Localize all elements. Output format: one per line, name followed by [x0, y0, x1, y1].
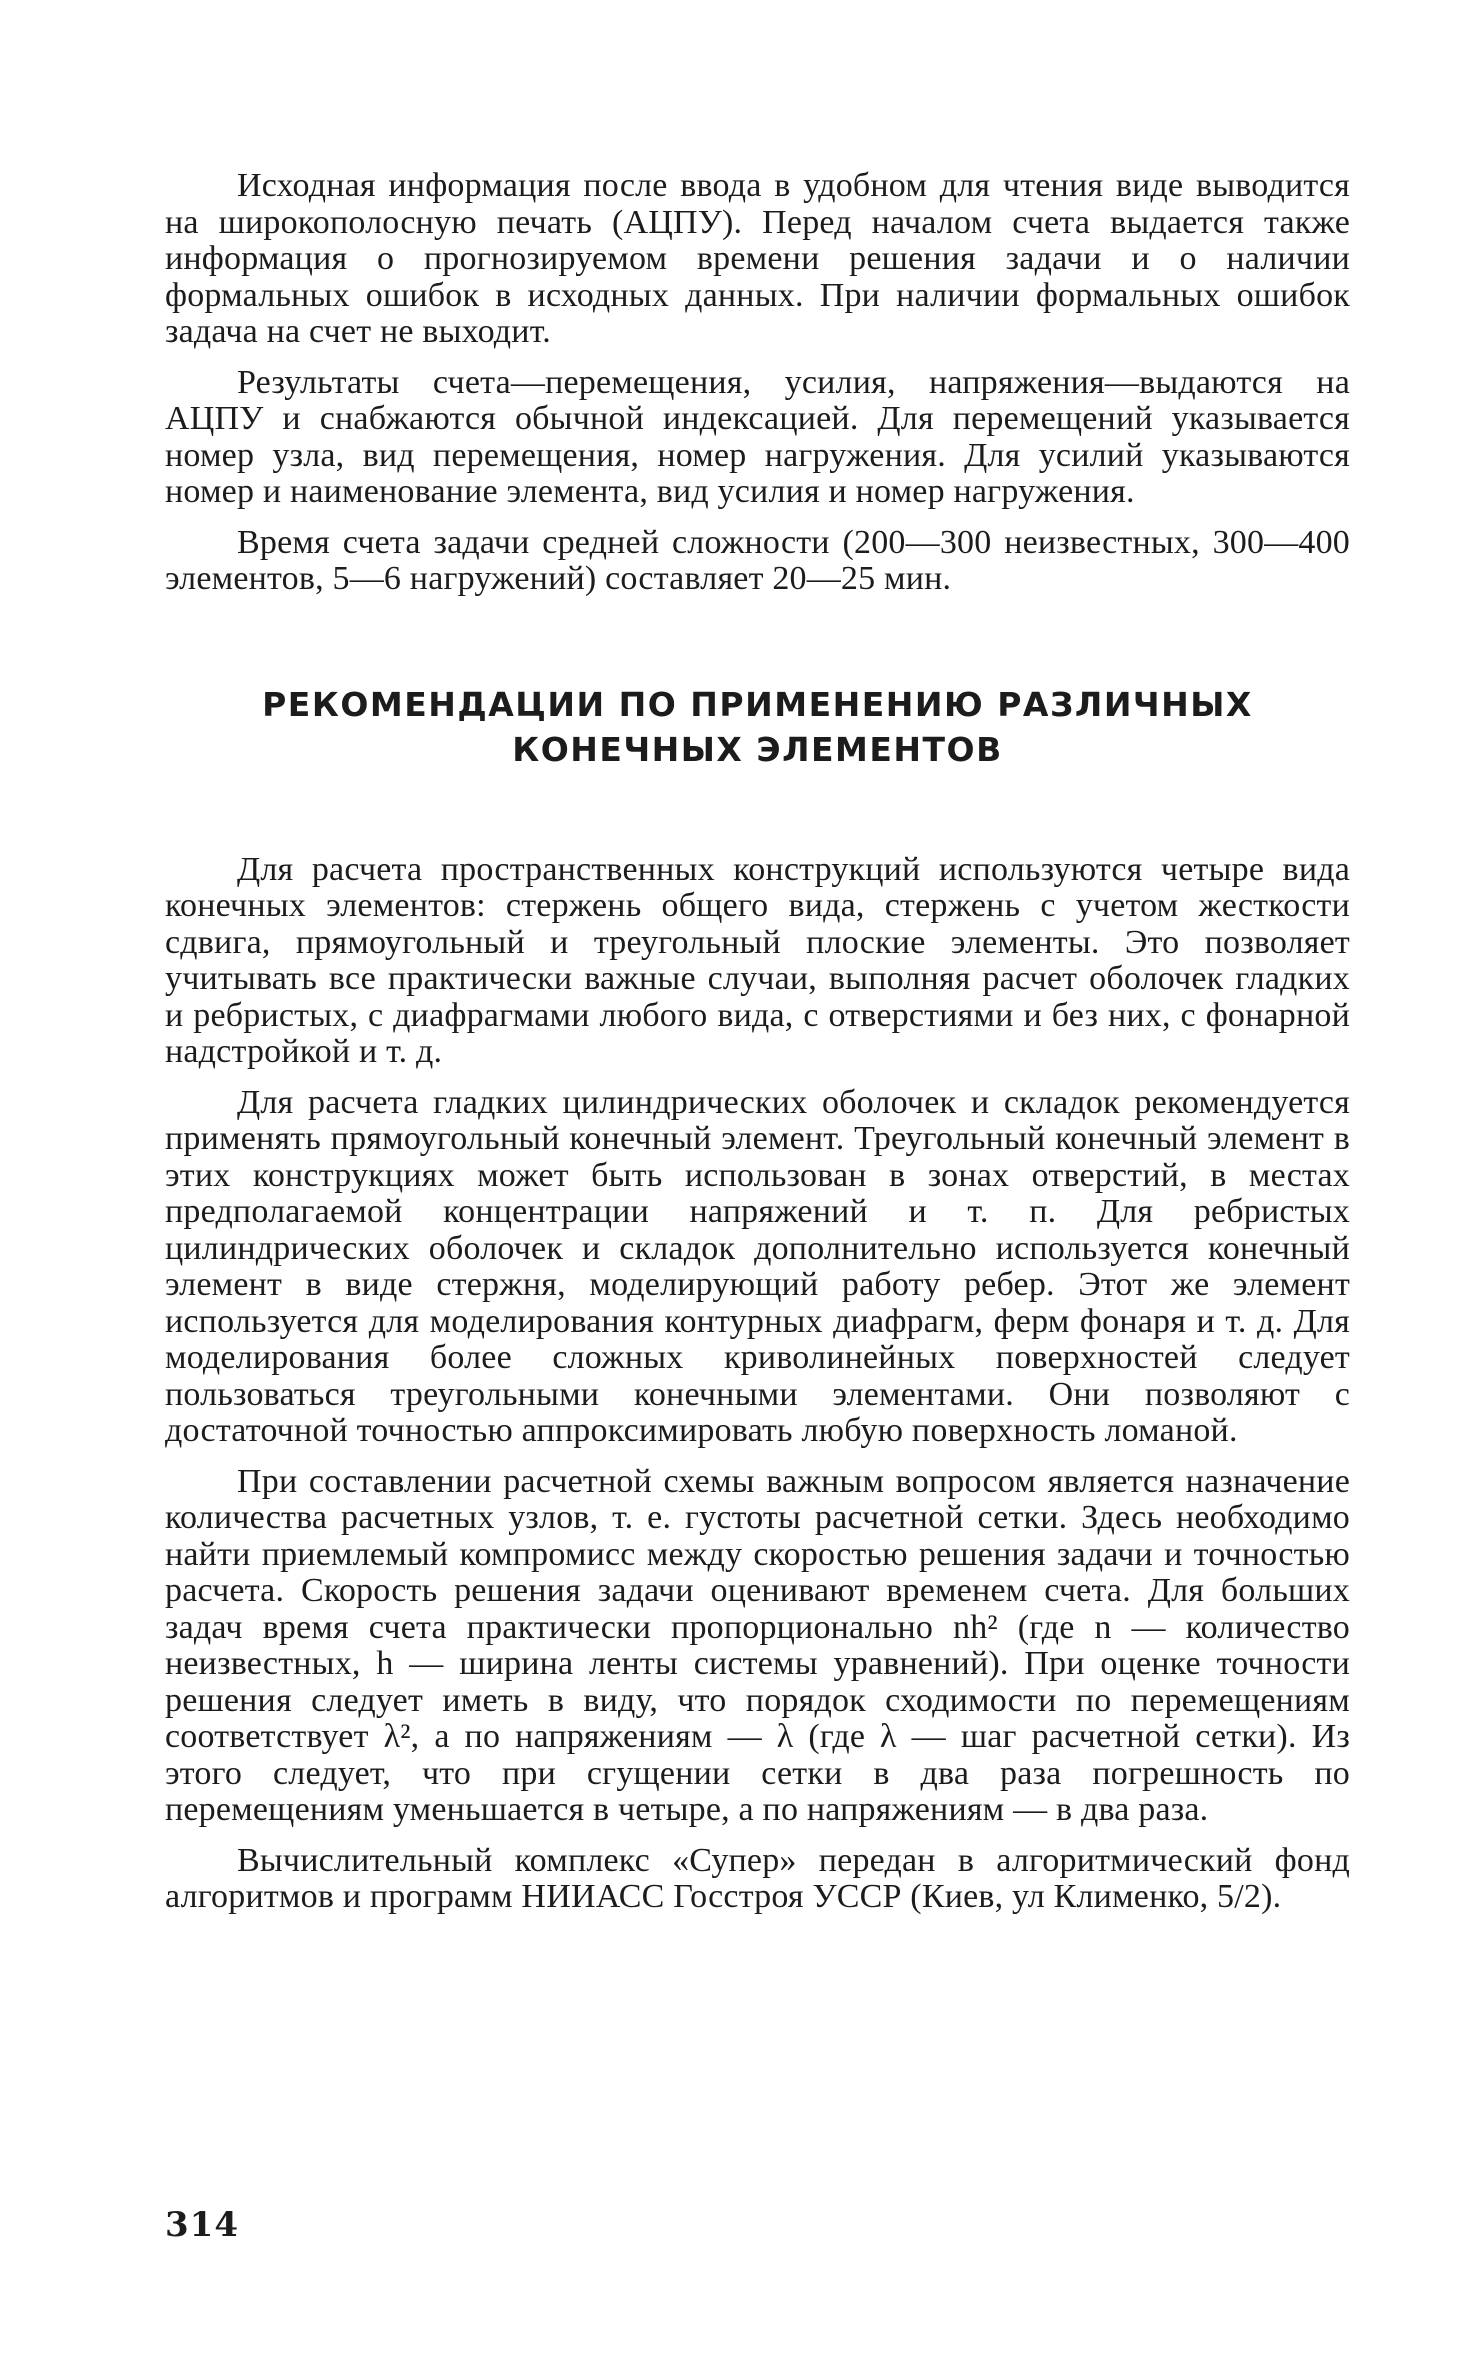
section-heading	[165, 682, 1350, 772]
paragraph-computation-time: Время счета задачи средней сложности (200—300 неизвестных, 300—400 элементов, 5—6 нагружений) составляет 20—25 мин.	[165, 523, 1350, 597]
section-heading-line-2: КОНЕЧНЫХ ЭЛЕМЕНТОВ	[512, 729, 1003, 769]
paragraph-mesh-density: При составлении расчетной схемы важным вопросом является назначение количества расчетных узлов, т. е. густоты расчетной сетки. Здесь необходимо найти приемлемый компромисс между скоростью решения задачи и точностью расчета. Скорость решения задачи оценивают временем счета. Для больших задач время счета практически пропорционально nh² (где n — количество неизвестных, h — ширина ленты системы уравнений). При оценке точности решения следует иметь в виду, что порядок сходимости по перемещениям соответствует λ², а по напряжениям — λ (где λ — шаг расчетной сетки). Из этого следует, что при сгущении сетки в два раза погрешность по перемещениям уменьшается в четыре, а по напряжениям — в два раза.	[165, 1462, 1350, 1828]
page-number: 314	[165, 2205, 239, 2245]
paragraph-algorithm-fund: Вычислительный комплекс «Супер» передан в алгоритмический фонд алгоритмов и программ НИИАСС Госстроя УССР (Киев, ул Клименко, 5/2).	[165, 1841, 1350, 1915]
paragraph-output-info: Исходная информация после ввода в удобном для чтения виде выводится на широкополосную печать (АЦПУ). Перед началом счета выдается также информация о прогнозируемом времени решения задачи и о наличии формальных ошибок в исходных данных. При наличии формальных ошибок задача на счет не выходит.	[165, 167, 1350, 350]
paragraph-element-types: Для расчета пространственных конструкций используются четыре вида конечных элементов: стержень общего вида, стержень с учетом жесткости сдвига, прямоугольный и треугольный плоские элементы. Это позволяет учитывать все практически важные случаи, выполняя расчет оболочек гладких и ребристых, с диафрагмами любого вида, с отверстиями и без них, с фонарной надстройкой и т. д.	[165, 850, 1350, 1070]
paragraph-cylindrical-shells: Для расчета гладких цилиндрических оболочек и складок рекомендуется применять прямоугольный конечный элемент. Треугольный конечный элемент в этих конструкциях может быть использован в зонах отверстий, в местах предполагаемой концентрации напряжений и т. п. Для ребристых цилиндрических оболочек и складок дополнительно используется конечный элемент в виде стержня, моделирующий работу ребер. Этот же элемент используется для моделирования контурных диафрагм, ферм фонаря и т. д. Для моделирования более сложных криволинейных поверхностей следует пользоваться треугольными конечными элементами. Они позволяют с достаточной точностью аппроксимировать любую поверхность ломаной.	[165, 1083, 1350, 1449]
section-heading-line-1: РЕКОМЕНДАЦИИ ПО ПРИМЕНЕНИЮ РАЗЛИЧНЫХ	[262, 684, 1253, 724]
text-column	[165, 168, 1350, 1916]
paragraph-results: Результаты счета—перемещения, усилия, напряжения—выдаются на АЦПУ и снабжаются обычной индексацией. Для перемещений указывается номер узла, вид перемещения, номер нагружения. Для усилий указываются номер и наименование элемента, вид усилия и номер нагружения.	[165, 363, 1350, 510]
